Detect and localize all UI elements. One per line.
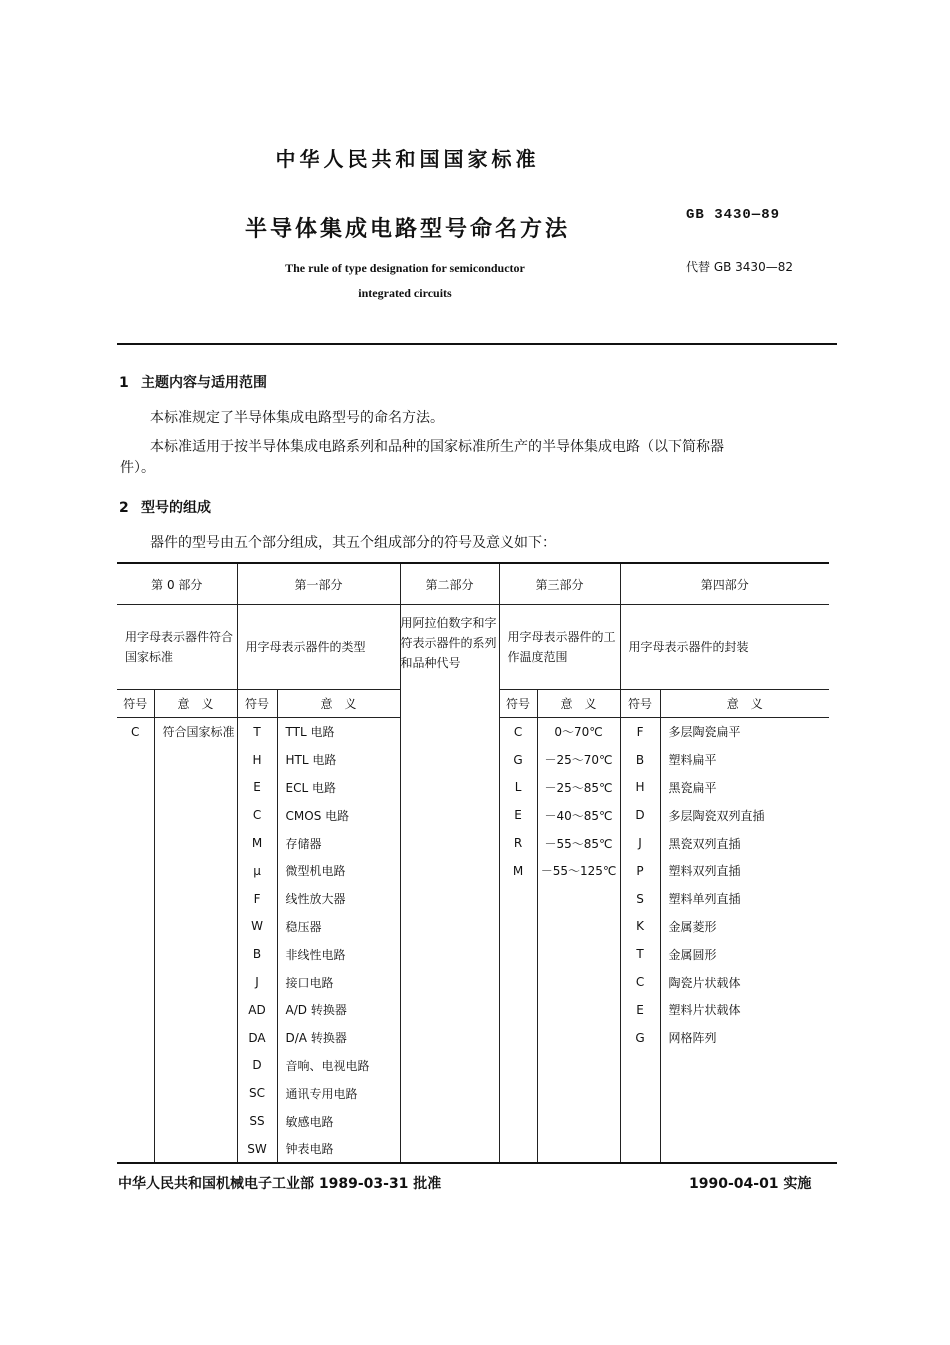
part-0-symbol [117,1079,154,1107]
part-3-symbol: G [499,746,537,774]
footer-divider [117,1162,837,1164]
part-3-symbol [499,1024,537,1052]
part-3-symbol: M [499,857,537,885]
part-1-symbol: AD [237,996,277,1024]
part-0-meaning [154,885,237,913]
part-3-description: 用字母表示器件的工作温度范围 [499,605,620,690]
part-1-symbol: H [237,746,277,774]
part-0-symbol [117,1024,154,1052]
part-3-meaning [537,1052,620,1080]
part-0-symbol [117,885,154,913]
part-1-symbol: D [237,1052,277,1080]
part-0-symbol [117,774,154,802]
part-4-symbol: G [620,1024,660,1052]
part-3-symbol [499,1079,537,1107]
part-1-meaning: A/D 转换器 [277,996,400,1024]
part-1-symbol: B [237,940,277,968]
part-1-symbol: E [237,774,277,802]
part-0-symbol [117,857,154,885]
part-1-symbol: DA [237,1024,277,1052]
part-header-row [117,563,829,605]
part-4-meaning: 金属圆形 [660,940,829,968]
part-3-symbol: E [499,801,537,829]
part-4-symbol: F [620,718,660,746]
part-0-meaning [154,996,237,1024]
agency-title: 中华人民共和国国家标准 [275,147,540,171]
part-4-meaning [660,1052,829,1080]
part-4-symbol: B [620,746,660,774]
part-1-meaning: HTL 电路 [277,746,400,774]
part-1-symbol: M [237,829,277,857]
part-4-meaning [660,1135,829,1163]
part-4-meaning: 塑料片状载体 [660,996,829,1024]
part-1-meaning: 存储器 [277,829,400,857]
part-1-symbol: T [237,718,277,746]
part-0-meaning [154,1024,237,1052]
part-0-header: 第 0 部分 [117,563,237,605]
section-2-title: 型号的组成 [141,500,211,516]
part-0-meaning [154,746,237,774]
part-0-meaning [154,801,237,829]
part-3-meaning: －25～85℃ [537,774,620,802]
part-4-symbol: S [620,885,660,913]
part-0-description: 用字母表示器件符合国家标准 [117,605,237,690]
approval-info: 中华人民共和国机械电子工业部 1989-03-31 批准 [118,1176,442,1192]
part-0-meaning-header: 意 义 [154,690,237,718]
part-4-meaning: 黑瓷扁平 [660,774,829,802]
part-0-symbol [117,913,154,941]
part-3-meaning [537,1107,620,1135]
part-0-symbol [117,1052,154,1080]
part-3-meaning [537,913,620,941]
part-1-symbol: C [237,801,277,829]
part-4-meaning-header: 意 义 [660,690,829,718]
part-1-meaning: 敏感电路 [277,1107,400,1135]
part-1-meaning: D/A 转换器 [277,1024,400,1052]
part-1-meaning: 非线性电路 [277,940,400,968]
part-3-meaning: －55～85℃ [537,829,620,857]
header-divider [117,343,837,345]
part-1-meaning: ECL 电路 [277,774,400,802]
implementation-date: 1990-04-01 实施 [689,1176,812,1192]
part-0-meaning [154,857,237,885]
part-0-meaning [154,1079,237,1107]
part-2-description: 用阿拉伯数字和字符表示器件的系列和品种代号 [400,605,499,1164]
part-1-symbol: J [237,968,277,996]
part-0-meaning [154,1107,237,1135]
part-1-meaning: 音响、电视电路 [277,1052,400,1080]
part-0-meaning [154,940,237,968]
part-4-meaning: 多层陶瓷双列直插 [660,801,829,829]
part-0-symbol [117,968,154,996]
part-4-symbol: E [620,996,660,1024]
part-4-meaning: 陶瓷片状载体 [660,968,829,996]
part-4-symbol [620,1079,660,1107]
part-4-header: 第四部分 [620,563,829,605]
part-3-header: 第三部分 [499,563,620,605]
part-3-meaning [537,1079,620,1107]
part-0-symbol: C [117,718,154,746]
part-3-meaning: 0～70℃ [537,718,620,746]
part-4-meaning: 多层陶瓷扁平 [660,718,829,746]
part-4-meaning: 金属菱形 [660,913,829,941]
part-0-meaning: 符合国家标准 [154,718,237,746]
part-0-meaning [154,968,237,996]
part-3-meaning: －55～125℃ [537,857,620,885]
part-4-symbol: D [620,801,660,829]
part-4-meaning [660,1079,829,1107]
part-3-meaning [537,885,620,913]
part-3-meaning [537,940,620,968]
part-0-meaning [154,774,237,802]
part-1-meaning-header: 意 义 [277,690,400,718]
part-3-symbol: L [499,774,537,802]
section-2-number: 2 [119,500,129,516]
part-4-meaning: 塑料单列直插 [660,885,829,913]
part-3-meaning [537,1135,620,1163]
part-4-symbol: H [620,774,660,802]
section-1-title: 主题内容与适用范围 [141,375,267,391]
part-3-symbol-header: 符号 [499,690,537,718]
part-1-meaning: 通讯专用电路 [277,1079,400,1107]
part-3-meaning-header: 意 义 [537,690,620,718]
standard-title-zh: 半导体集成电路型号命名方法 [244,217,570,242]
part-1-meaning: 稳压器 [277,913,400,941]
standard-title-en-line2: integrated circuits [358,286,452,300]
part-1-meaning: 接口电路 [277,968,400,996]
part-4-symbol: C [620,968,660,996]
part-4-symbol: T [620,940,660,968]
part-3-symbol [499,940,537,968]
part-3-symbol [499,913,537,941]
part-3-meaning [537,1024,620,1052]
part-4-meaning [660,1107,829,1135]
part-1-meaning: 微型机电路 [277,857,400,885]
part-0-symbol-header: 符号 [117,690,154,718]
part-4-meaning: 塑料双列直插 [660,857,829,885]
part-1-meaning: 钟表电路 [277,1135,400,1163]
replaces-standard: 代替 GB 3430—82 [686,260,793,274]
part-3-meaning [537,996,620,1024]
part-0-symbol [117,829,154,857]
part-0-meaning [154,1052,237,1080]
part-0-symbol [117,1135,154,1163]
part-0-symbol [117,996,154,1024]
part-4-symbol: K [620,913,660,941]
part-4-meaning: 塑料扁平 [660,746,829,774]
part-1-symbol: μ [237,857,277,885]
part-3-symbol [499,996,537,1024]
section-1-number: 1 [119,375,129,391]
part-3-symbol [499,1135,537,1163]
part-1-symbol: SS [237,1107,277,1135]
section-1-para-2-line-1: 本标准适用于按半导体集成电路系列和品种的国家标准所生产的半导体集成电路（以下简称器 [150,439,724,455]
part-4-symbol: P [620,857,660,885]
part-3-symbol [499,1052,537,1080]
part-3-symbol [499,968,537,996]
part-3-meaning [537,968,620,996]
standard-title-en-line1: The rule of type designation for semiconductor [285,261,525,275]
section-1-para-2-line-2: 件）。 [120,460,155,476]
part-1-meaning: 线性放大器 [277,885,400,913]
section-1-para-1: 本标准规定了半导体集成电路型号的命名方法。 [150,410,444,426]
part-4-symbol [620,1107,660,1135]
part-0-meaning [154,829,237,857]
part-0-symbol [117,801,154,829]
part-2-header: 第二部分 [400,563,499,605]
part-4-symbol [620,1052,660,1080]
part-1-header: 第一部分 [237,563,400,605]
section-2-heading [119,497,211,517]
part-1-symbol-header: 符号 [237,690,277,718]
part-4-description: 用字母表示器件的封装 [620,605,829,690]
part-4-meaning: 黑瓷双列直插 [660,829,829,857]
part-3-symbol [499,885,537,913]
part-4-symbol-header: 符号 [620,690,660,718]
part-3-symbol: R [499,829,537,857]
standard-number: GB 3430—89 [686,207,781,223]
section-1-heading [119,372,267,392]
part-1-symbol: F [237,885,277,913]
section-2-intro: 器件的型号由五个部分组成，其五个组成部分的符号及意义如下： [150,535,556,551]
part-3-meaning: －40～85℃ [537,801,620,829]
part-3-meaning: －25～70℃ [537,746,620,774]
part-0-meaning [154,1135,237,1163]
part-description-row [117,605,829,690]
part-1-symbol: SW [237,1135,277,1163]
part-1-meaning: CMOS 电路 [277,801,400,829]
part-3-symbol [499,1107,537,1135]
part-4-meaning: 网格阵列 [660,1024,829,1052]
part-1-description: 用字母表示器件的类型 [237,605,400,690]
type-designation-table [117,562,829,1164]
part-0-symbol [117,1107,154,1135]
part-1-meaning: TTL 电路 [277,718,400,746]
part-0-symbol [117,940,154,968]
part-3-symbol: C [499,718,537,746]
part-0-meaning [154,913,237,941]
part-0-symbol [117,746,154,774]
part-4-symbol [620,1135,660,1163]
part-4-symbol: J [620,829,660,857]
part-1-symbol: SC [237,1079,277,1107]
part-1-symbol: W [237,913,277,941]
